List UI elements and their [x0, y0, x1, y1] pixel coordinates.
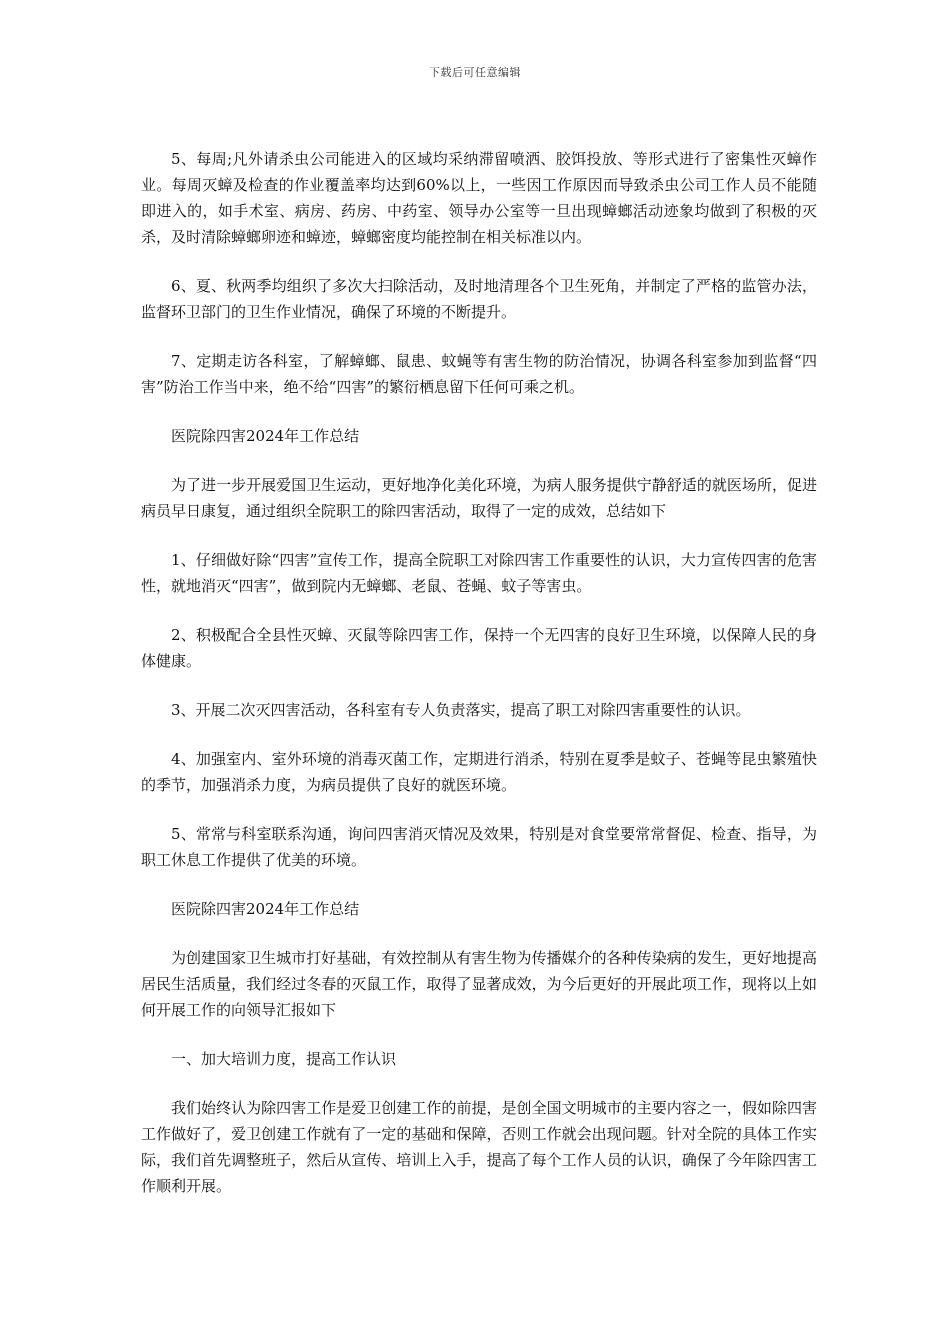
paragraph-item-5-communication: 5、常常与科室联系沟通，询问四害消灭情况及效果，特别是对食堂要常常督促、检查、指导，为职工休息工作提供了优美的环境。	[141, 825, 817, 869]
page-header: 下载后可任意编辑	[429, 66, 521, 79]
document-body	[141, 146, 817, 1222]
section-heading: 医院除四害2024年工作总结	[171, 427, 360, 445]
paragraph-item-6-cleanup: 6、夏、秋两季均组织了多次大扫除活动，及时地清理各个卫生死角，并制定了严格的监管办法，监督环卫部门的卫生作业情况，确保了环境的不断提升。	[141, 277, 817, 321]
paragraph-item-4-disinfection: 4、加强室内、室外环境的消毒灭菌工作，定期进行消杀，特别在夏季是蚊子、苍蝇等昆虫繁殖快的季节，加强消杀力度，为病员提供了良好的就医环境。	[141, 750, 817, 794]
paragraph-body: 我们始终认为除四害工作是爱卫创建工作的前提，是创全国文明城市的主要内容之一，假如除四害工作做好了，爱卫创建工作就有了一定的基础和保障，否则工作就会出现问题。针对全院的具体工作实际，我们首先调整班子，然后从宣传、培训上入手，提高了每个工作人员的认识，确保了今年除四害工作顺利开展。	[141, 1099, 817, 1195]
paragraph-item-3-campaign: 3、开展二次灭四害活动，各科室有专人负责落实，提高了职工对除四害重要性的认识。	[171, 701, 751, 719]
paragraph-intro: 为创建国家卫生城市打好基础，有效控制从有害生物为传播媒介的各种传染病的发生，更好地提高居民生活质量，我们经过冬春的灭鼠工作，取得了显著成效，为今后更好的开展此项工作，现将以上如何开展工作的向领导汇报如下	[141, 949, 817, 1019]
section-heading: 医院除四害2024年工作总结	[171, 900, 360, 918]
paragraph-intro: 为了进一步开展爱国卫生运动，更好地净化美化环境，为病人服务提供宁静舒适的就医场所，促进病员早日康复，通过组织全院职工的除四害活动，取得了一定的成效，总结如下	[141, 476, 817, 520]
paragraph-item-5-weekly: 5、每周;凡外请杀虫公司能进入的区域均采纳滞留喷洒、胶饵投放、等形式进行了密集性灭蟑作业。每周灭蟑及检查的作业覆盖率均达到60%以上，一些因工作原因而导致杀虫公司工作人员不能随即进入的，如手术室、病房、药房、中药室、领导办公室等一旦出现蟑螂活动迹象均做到了积极的灭杀，及时清除蟑螂卵迹和蟑迹，蟑螂密度均能控制在相关标准以内。	[141, 150, 817, 246]
paragraph-item-2-cooperation: 2、积极配合全县性灭蟑、灭鼠等除四害工作，保持一个无四害的良好卫生环境，以保障人民的身体健康。	[141, 626, 817, 670]
paragraph-item-1-propaganda: 1、仔细做好除“四害”宣传工作，提高全院职工对除四害工作重要性的认识，大力宣传四害的危害性，就地消灭“四害”，做到院内无蟑螂、老鼠、苍蝇、蚊子等害虫。	[141, 551, 817, 595]
paragraph-item-7-visits: 7、定期走访各科室，了解蟑螂、鼠患、蚊蝇等有害生物的防治情况，协调各科室参加到监督“四害”防治工作当中来，绝不给“四害”的繁衍栖息留下任何可乘之机。	[141, 352, 817, 396]
subsection-heading: 一、加大培训力度，提高工作认识	[171, 1050, 397, 1068]
